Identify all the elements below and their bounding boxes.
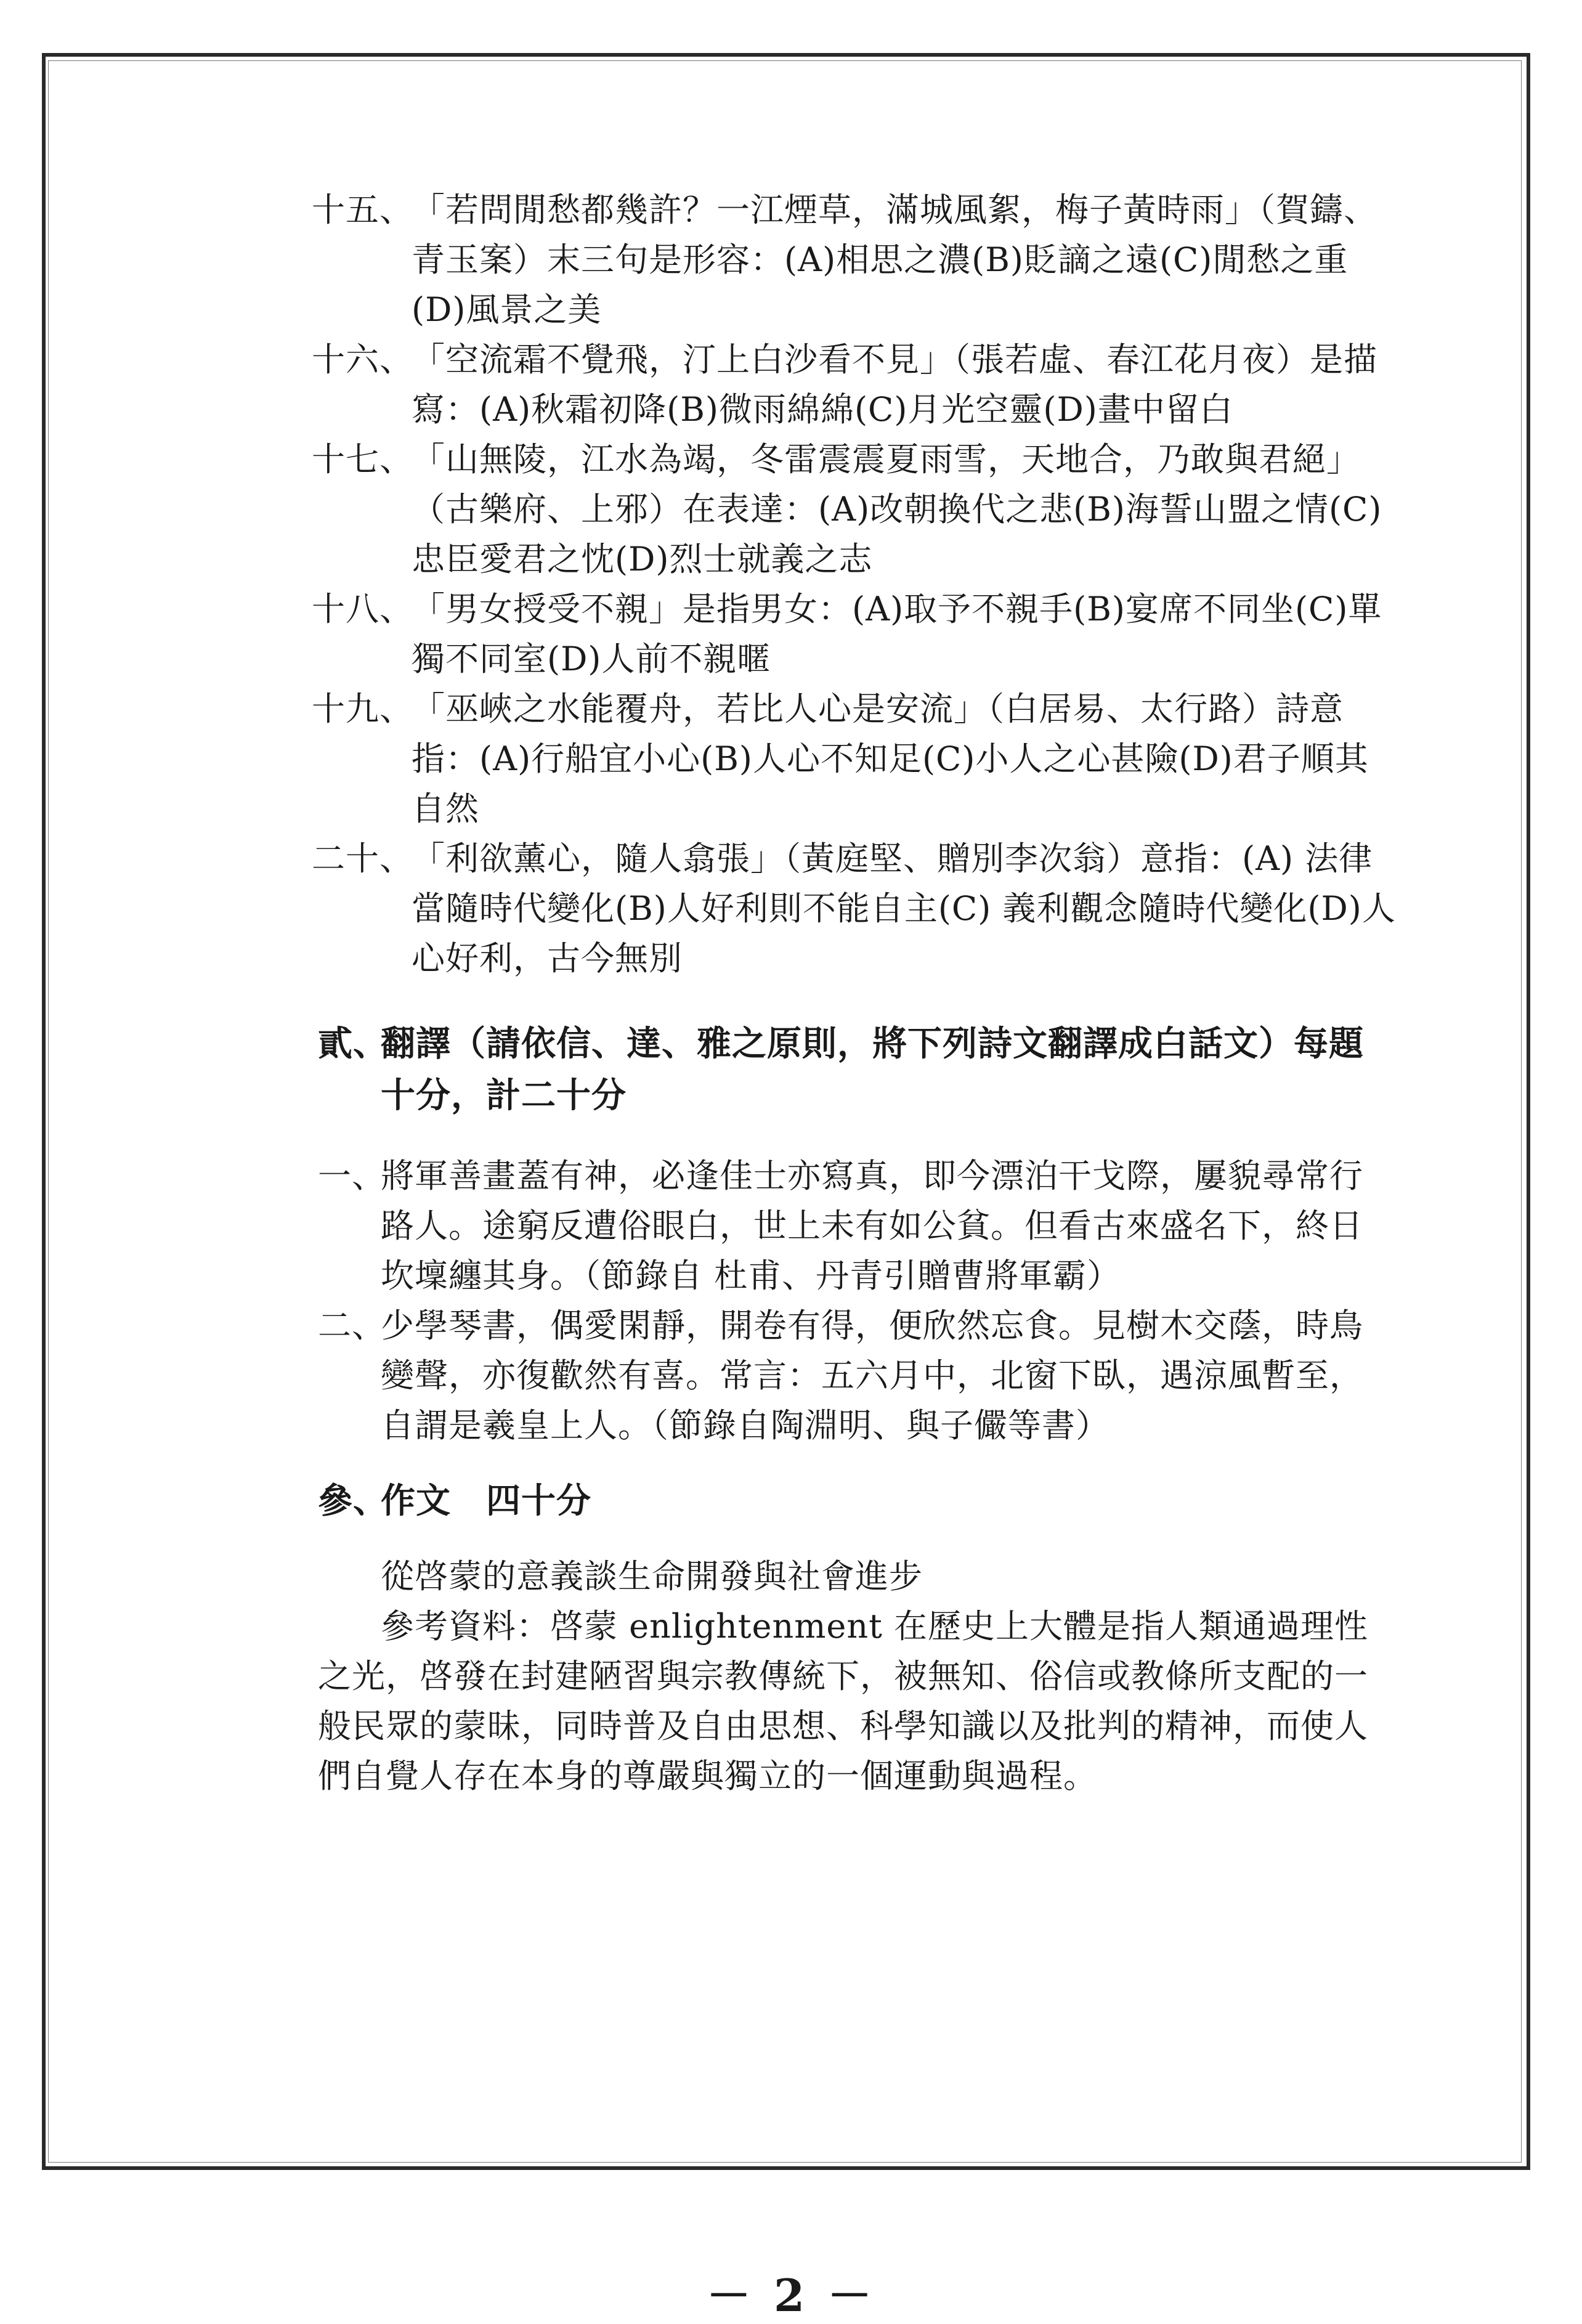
question-20 xyxy=(312,834,1396,983)
question-text: 「巫峽之水能覆舟，若比人心是安流」（白居易、太行路）詩意指：(A)行船宜小心(B)人心不知足(C)小人之心甚險(D)君子順其自然 xyxy=(412,689,1369,828)
section-number: 貳、 xyxy=(318,1023,388,1064)
question-15 xyxy=(312,185,1396,335)
question-text: 少學琴書，偶愛閑靜，開卷有得，便欣然忘食。見樹木交蔭，時鳥變聲，亦復歡然有喜。常言：五六月中，北窗下臥，遇涼風暫至，自謂是羲皇上人。（節錄自陶淵明、與子儼等書） xyxy=(381,1306,1363,1445)
section-title: 翻譯（請依信、達、雅之原則，將下列詩文翻譯成白話文）每題十分，計二十分 xyxy=(381,1023,1364,1116)
question-text: 「若問閒愁都幾許？一江煙草，滿城風絮，梅子黃時雨」（賀鑄、青玉案）末三句是形容：(A)相思之濃(B)貶謫之遠(C)閒愁之重(D)風景之美 xyxy=(412,190,1377,329)
question-text: 將軍善畫蓋有神，必逢佳士亦寫真，即今漂泊干戈際，屢貌尋常行路人。途窮反遭俗眼白，世上未有如公貧。但看古來盛名下，終日坎壈纏其身。（節錄自 杜甫、丹青引贈曹將軍霸） xyxy=(381,1156,1363,1295)
section-essay-heading xyxy=(318,1475,1396,1527)
question-text: 「山無陵，江水為竭，冬雷震震夏雨雪，天地合，乃敢與君絕」（古樂府、上邪）在表達：(A)改朝換代之悲(B)海誓山盟之情(C)忠臣愛君之忱(D)烈士就義之志 xyxy=(412,440,1382,579)
question-text: 「男女授受不親」是指男女：(A)取予不親手(B)宴席不同坐(C)單獨不同室(D)人前不親暱 xyxy=(412,590,1382,678)
question-text: 「空流霜不覺飛，汀上白沙看不見」（張若虛、春江花月夜）是描寫：(A)秋霜初降(B)微雨綿綿(C)月光空靈(D)畫中留白 xyxy=(412,340,1377,429)
question-19 xyxy=(312,684,1396,834)
question-17 xyxy=(312,434,1396,584)
section-title: 作文 四十分 xyxy=(381,1481,591,1521)
page-number: － 2 － xyxy=(706,2269,876,2322)
essay-reference: 參考資料：啓蒙 enlightenment 在歷史上大體是指人類通過理性之光，啓發在封建陋習與宗教傳統下，被無知、俗信或教條所支配的一般民眾的蒙昧，同時普及自由思想、科學知識以及批判的精神，而使人們自覺人存在本身的尊嚴與獨立的一個運動與過程。 xyxy=(318,1607,1369,1795)
exam-content xyxy=(312,185,1396,1801)
question-number: 十六、 xyxy=(312,340,413,379)
question-number: 十七、 xyxy=(312,440,413,479)
essay-topic: 從啓蒙的意義談生命開發與社會進步 xyxy=(381,1557,923,1596)
section-number: 參、 xyxy=(318,1481,388,1521)
question-16 xyxy=(312,335,1396,434)
question-18 xyxy=(312,584,1396,684)
question-number: 二、 xyxy=(318,1306,386,1345)
question-number: 二十、 xyxy=(312,839,413,878)
translation-question-1 xyxy=(318,1151,1396,1301)
section-translation-heading xyxy=(318,1018,1396,1121)
question-number: 十五、 xyxy=(312,190,413,229)
translation-question-2 xyxy=(318,1301,1396,1450)
question-number: 十八、 xyxy=(312,590,413,628)
question-text: 「利欲薰心，隨人翕張」（黃庭堅、贈別李次翁）意指：(A) 法律當隨時代變化(B)人好利則不能自主(C) 義利觀念隨時代變化(D)人心好利，古今無別 xyxy=(412,839,1396,978)
question-number: 十九、 xyxy=(312,689,413,728)
question-number: 一、 xyxy=(318,1156,386,1195)
